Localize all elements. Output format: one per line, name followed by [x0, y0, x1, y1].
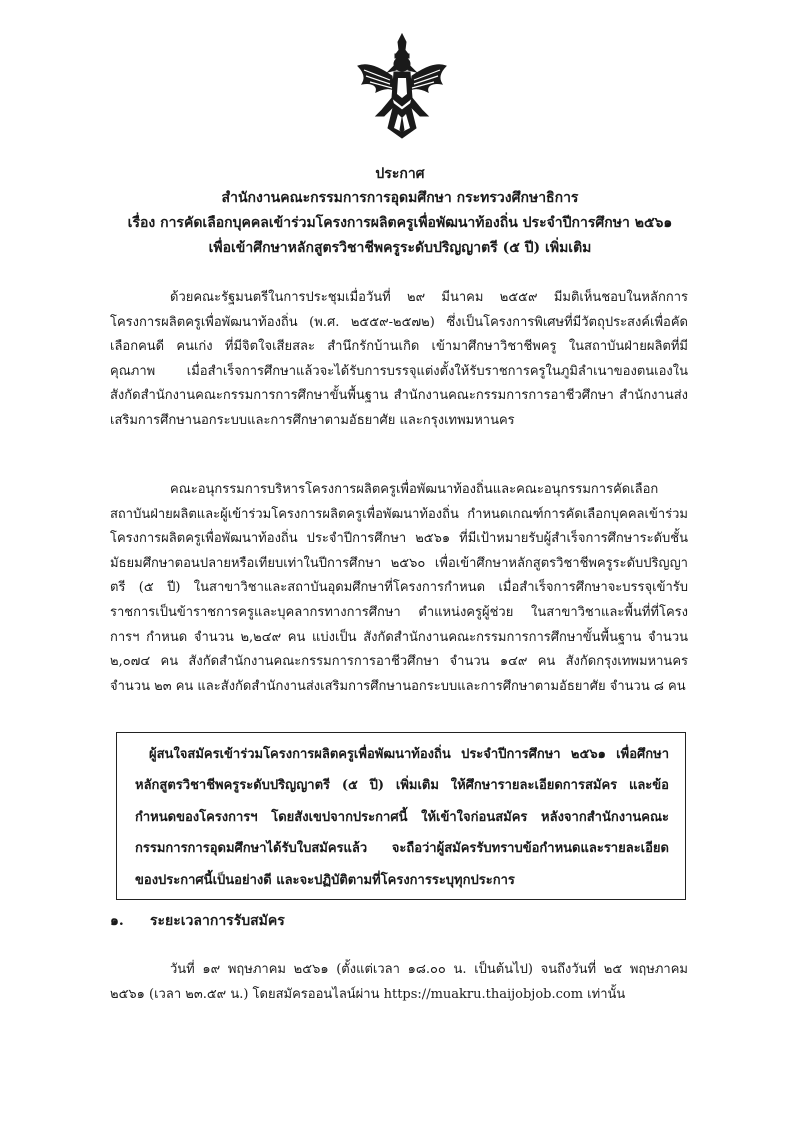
announcement-subtitle: เพื่อเข้าศึกษาหลักสูตรวิชาชีพครูระดับปริญญาตรี (๕ ปี) เพิ่มเติม	[208, 240, 592, 256]
section-title: ระยะเวลาการรับสมัคร	[150, 913, 285, 929]
section-number: ๑.	[110, 913, 124, 929]
criteria-paragraph: คณะอนุกรรมการบริหารโครงการผลิตครูเพื่อพัฒนาท้องถิ่นและคณะอนุกรรมการคัดเลือกสถาบันฝ่ายผลิตและผู้เข้าร่วมโครงการผลิตครูเพื่อพัฒนาท้องถิ่น กำหนดเกณฑ์การคัดเลือกบุคคลเข้าร่วมโครงการผลิตครูเพื่อพัฒนาท้องถิ่น ประจำปีการศึกษา ๒๕๖๑ ที่มีเป้าหมายรับผู้สำเร็จการศึกษาระดับชั้นมัธยมศึกษาตอนปลายหรือเทียบเท่าในปีการศึกษา ๒๕๖๐ เพื่อเข้าศึกษาหลักสูตรวิชาชีพครูระดับปริญญาตรี (๕ ปี) ในสาขาวิชาและสถาบันอุดมศึกษาที่โครงการกำหนด เมื่อสำเร็จการศึกษาจะบรรจุเข้ารับราชการเป็นข้าราชการครูและบุคลากรทางการศึกษา ตำแหน่งครูผู้ช่วย ในสาขาวิชาและพื้นที่ที่โครงการฯ กำหนด จำนวน ๒,๒๔๙ คน แบ่งเป็น สังกัดสำนักงานคณะกรรมการการศึกษาขั้นพื้นฐาน จำนวน ๒,๐๗๔ คน สังกัดสำนักงานคณะกรรมการการอาชีวศึกษา จำนวน ๑๔๙ คน สังกัดกรุงเทพมหานคร จำนวน ๒๓ คน และสังกัดสำนักงานส่งเสริมการศึกษานอกระบบและการศึกษาตามอัธยาศัย จำนวน ๘ คน	[110, 482, 688, 694]
section-heading	[110, 910, 610, 932]
announcement-label: ประกาศ	[375, 166, 425, 182]
announcement-subject: เรื่อง การคัดเลือกบุคคลเข้าร่วมโครงการผลิตครูเพื่อพัฒนาท้องถิ่น ประจำปีการศึกษา ๒๕๖๑	[127, 215, 673, 231]
notice-box	[116, 732, 686, 900]
notice-text: ผู้สนใจสมัครเข้าร่วมโครงการผลิตครูเพื่อพัฒนาท้องถิ่น ประจำปีการศึกษา ๒๕๖๑ เพื่อศึกษาหลักสูตรวิชาชีพครูระดับปริญญาตรี (๕ ปี) เพิ่มเติม ให้ศึกษารายละเอียดการสมัคร และข้อกำหนดของโครงการฯ โดยสังเขปจากประกาศนี้ ให้เข้าใจก่อนสมัคร หลังจากสำนักงานคณะกรรมการการอุดมศึกษาได้รับใบสมัครแล้ว จะถือว่าผู้สมัครรับทราบข้อกำหนดและรายละเอียดของประกาศนี้เป็นอย่างดี และจะปฏิบัติตามที่โครงการระบุทุกประการ	[135, 747, 669, 888]
section-text: วันที่ ๑๙ พฤษภาคม ๒๕๖๑ (ตั้งแต่เวลา ๑๘.๐๐ น. เป็นต้นไป) จนถึงวันที่ ๒๕ พฤษภาคม ๒๕๖๑ (เวลา ๒๓.๕๙ น.) โดยสมัครออนไลน์ผ่าน https://muakru.thaijobjob.com เท่านั้น	[110, 962, 688, 1002]
intro-paragraph: ด้วยคณะรัฐมนตรีในการประชุมเมื่อวันที่ ๒๙ มีนาคม ๒๕๕๙ มีมติเห็นชอบในหลักการโครงการผลิตครูเพื่อพัฒนาท้องถิ่น (พ.ศ. ๒๕๕๙-๒๕๗๒) ซึ่งเป็นโครงการพิเศษที่มีวัตถุประสงค์เพื่อคัดเลือกคนดี คนเก่ง ที่มีจิตใจเสียสละ สำนึกรักบ้านเกิด เข้ามาศึกษาวิชาชีพครู ในสถาบันฝ่ายผลิตที่มีคุณภาพ เมื่อสำเร็จการศึกษาแล้วจะได้รับการบรรจุแต่งตั้งให้รับราชการครูในภูมิลำเนาของตนเองในสังกัดสำนักงานคณะกรรมการการศึกษาขั้นพื้นฐาน สำนักงานคณะกรรมการการอาชีวศึกษา สำนักงานส่งเสริมการศึกษานอกระบบและการศึกษาตามอัธยาศัย และกรุงเทพมหานคร	[110, 290, 688, 428]
issuing-office: สำนักงานคณะกรรมการการอุดมศึกษา กระทรวงศึกษาธิการ	[221, 190, 579, 206]
garuda-emblem-icon	[354, 32, 450, 140]
